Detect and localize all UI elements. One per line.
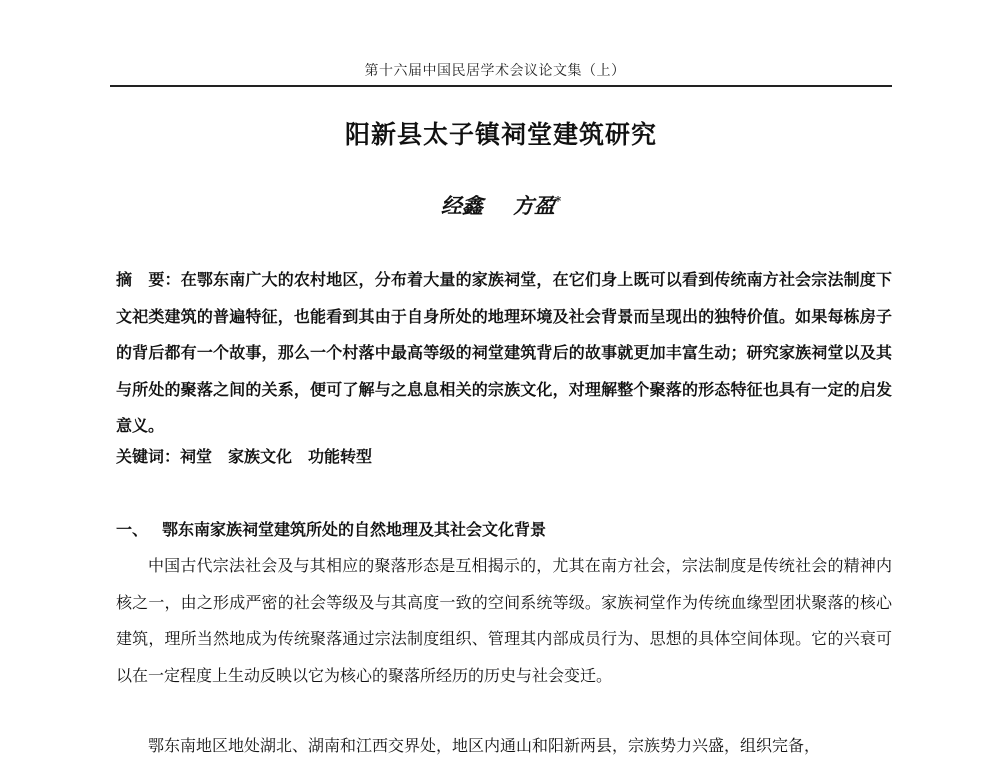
body-paragraph: 鄂东南地区地处湖北、湖南和江西交界处，地区内通山和阳新两县，宗族势力兴盛，组织完备， [148,736,821,755]
author-footnote-mark: * [554,194,562,208]
body-paragraph: 中国古代宗法社会及与其相应的聚落形态是互相揭示的，尤其在南方社会，宗法制度是传统社会的精神内核之一，由之形成严密的社会等级及与其高度一致的空间系统等级。家族祠堂作为传统血缘型团状聚落的核心建筑，理所当然地成为传统聚落通过宗法制度组织、管理其内部成员行为、思想的具体空间体现。它的兴衰可以在一定程度上生动反映以它为核心的聚落所经历的历史与社会变迁。 [116,556,892,685]
abstract-label: 摘 要： [116,270,181,289]
abstract [116,262,892,445]
section-title: 鄂东南家族祠堂建筑所处的自然地理及其社会文化背景 [162,520,547,539]
keywords-label: 关键词： [116,447,181,466]
author-name: 方盈 [512,193,555,218]
header-rule [110,85,892,87]
section-number: 一、 [116,520,149,539]
keyword: 家族文化 [228,447,293,466]
abstract-text: 在鄂东南广大的农村地区，分布着大量的家族祠堂，在它们身上既可以看到传统南方社会宗法制度下文祀类建筑的普遍特征，也能看到其由于自身所处的地理环境及社会背景而呈现出的独特价值。如果每栋房子的背后都有一个故事，那么一个村落中最高等级的祠堂建筑背后的故事就更加丰富生动；研究家族祠堂以及其与所处的聚落之间的关系，便可了解与之息息相关的宗族文化，对理解整个聚落的形态特征也具有一定的启发意义。 [116,270,892,435]
keyword: 祠堂 [180,447,213,466]
paper-title: 阳新县太子镇祠堂建筑研究 [344,120,657,149]
author-name: 经鑫 [440,193,483,218]
keywords [116,442,892,472]
section-heading [116,515,892,545]
author-line [110,190,892,220]
running-header: 第十六届中国民居学术会议论文集（上） [364,63,626,79]
keyword: 功能转型 [308,447,373,466]
